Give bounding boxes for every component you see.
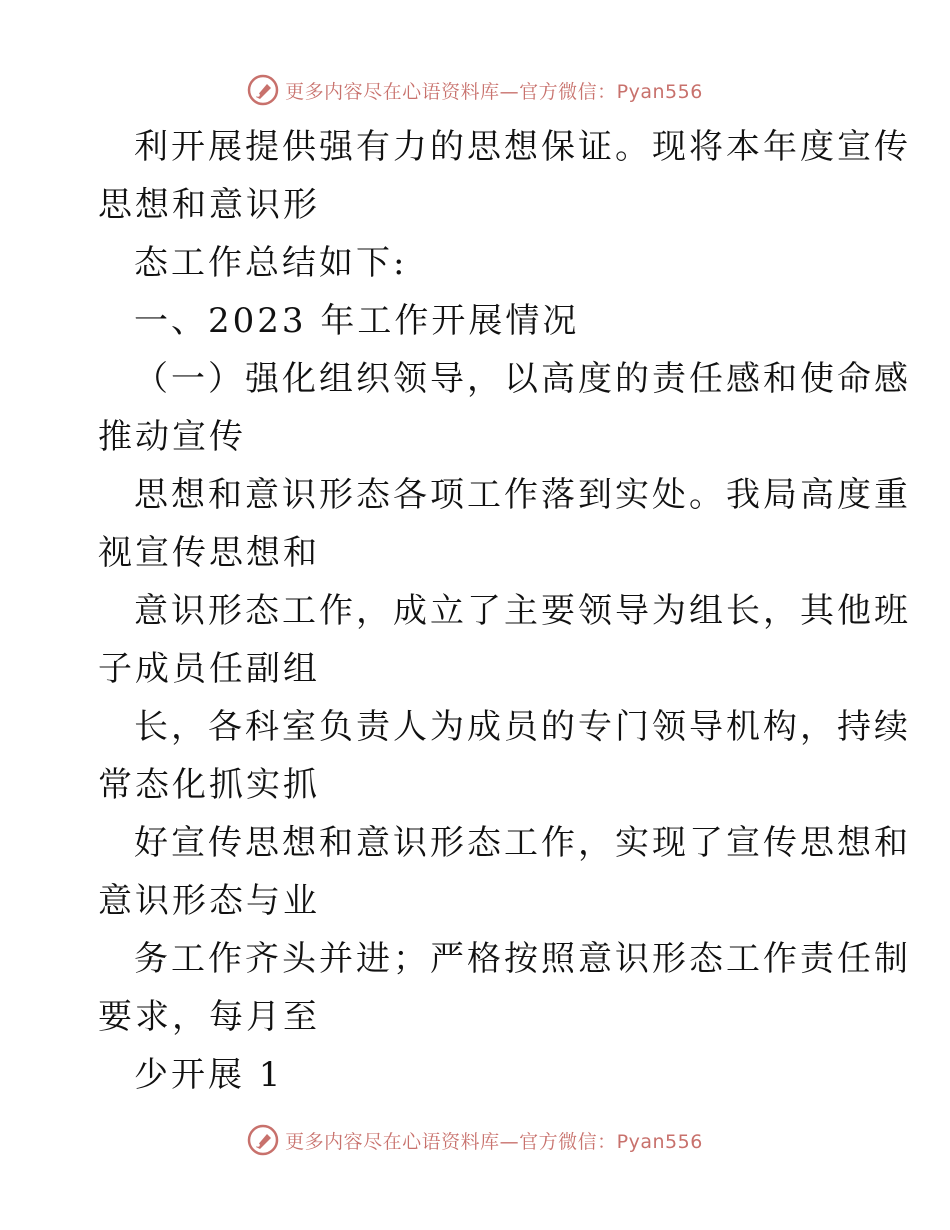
header-watermark-banner bbox=[0, 70, 950, 110]
text-line-13: 好宣传思想和意识形态工作，实现了宣传思想和 bbox=[134, 823, 911, 863]
text-line-7: 思想和意识形态各项工作落到实处。我局高度重 bbox=[134, 475, 911, 515]
footer-watermark-text: 更多内容尽在心语资料库—官方微信：Pyan556 bbox=[285, 1130, 703, 1153]
text-line-14: 意识形态与业 bbox=[98, 881, 320, 921]
text-line-17: 少开展 1 bbox=[134, 1055, 284, 1095]
text-line-3: 态工作总结如下: bbox=[134, 243, 408, 283]
text-line-6: 推动宣传 bbox=[98, 417, 246, 457]
text-line-12: 常态化抓实抓 bbox=[98, 765, 320, 805]
text-line-11: 长，各科室负责人为成员的专门领导机构，持续 bbox=[134, 707, 911, 747]
text-line-10: 子成员任副组 bbox=[98, 649, 320, 689]
pen-nib-logo-icon bbox=[247, 1124, 279, 1156]
header-watermark-text: 更多内容尽在心语资料库—官方微信：Pyan556 bbox=[285, 80, 703, 103]
section-heading: 一、2023 年工作开展情况 bbox=[134, 301, 580, 341]
text-line-16: 要求，每月至 bbox=[98, 997, 320, 1037]
text-line-2: 思想和意识形 bbox=[98, 185, 320, 225]
subsection-heading: （一）强化组织领导，以高度的责任感和使命感 bbox=[134, 359, 911, 399]
document-body bbox=[98, 118, 911, 1104]
text-line-1: 利开展提供强有力的思想保证。现将本年度宣传 bbox=[134, 127, 911, 167]
text-line-8: 视宣传思想和 bbox=[98, 533, 320, 573]
text-line-9: 意识形态工作，成立了主要领导为组长，其他班 bbox=[134, 591, 911, 631]
footer-watermark-banner bbox=[0, 1120, 950, 1160]
text-line-15: 务工作齐头并进；严格按照意识形态工作责任制 bbox=[134, 939, 911, 979]
pen-nib-logo-icon bbox=[247, 74, 279, 106]
